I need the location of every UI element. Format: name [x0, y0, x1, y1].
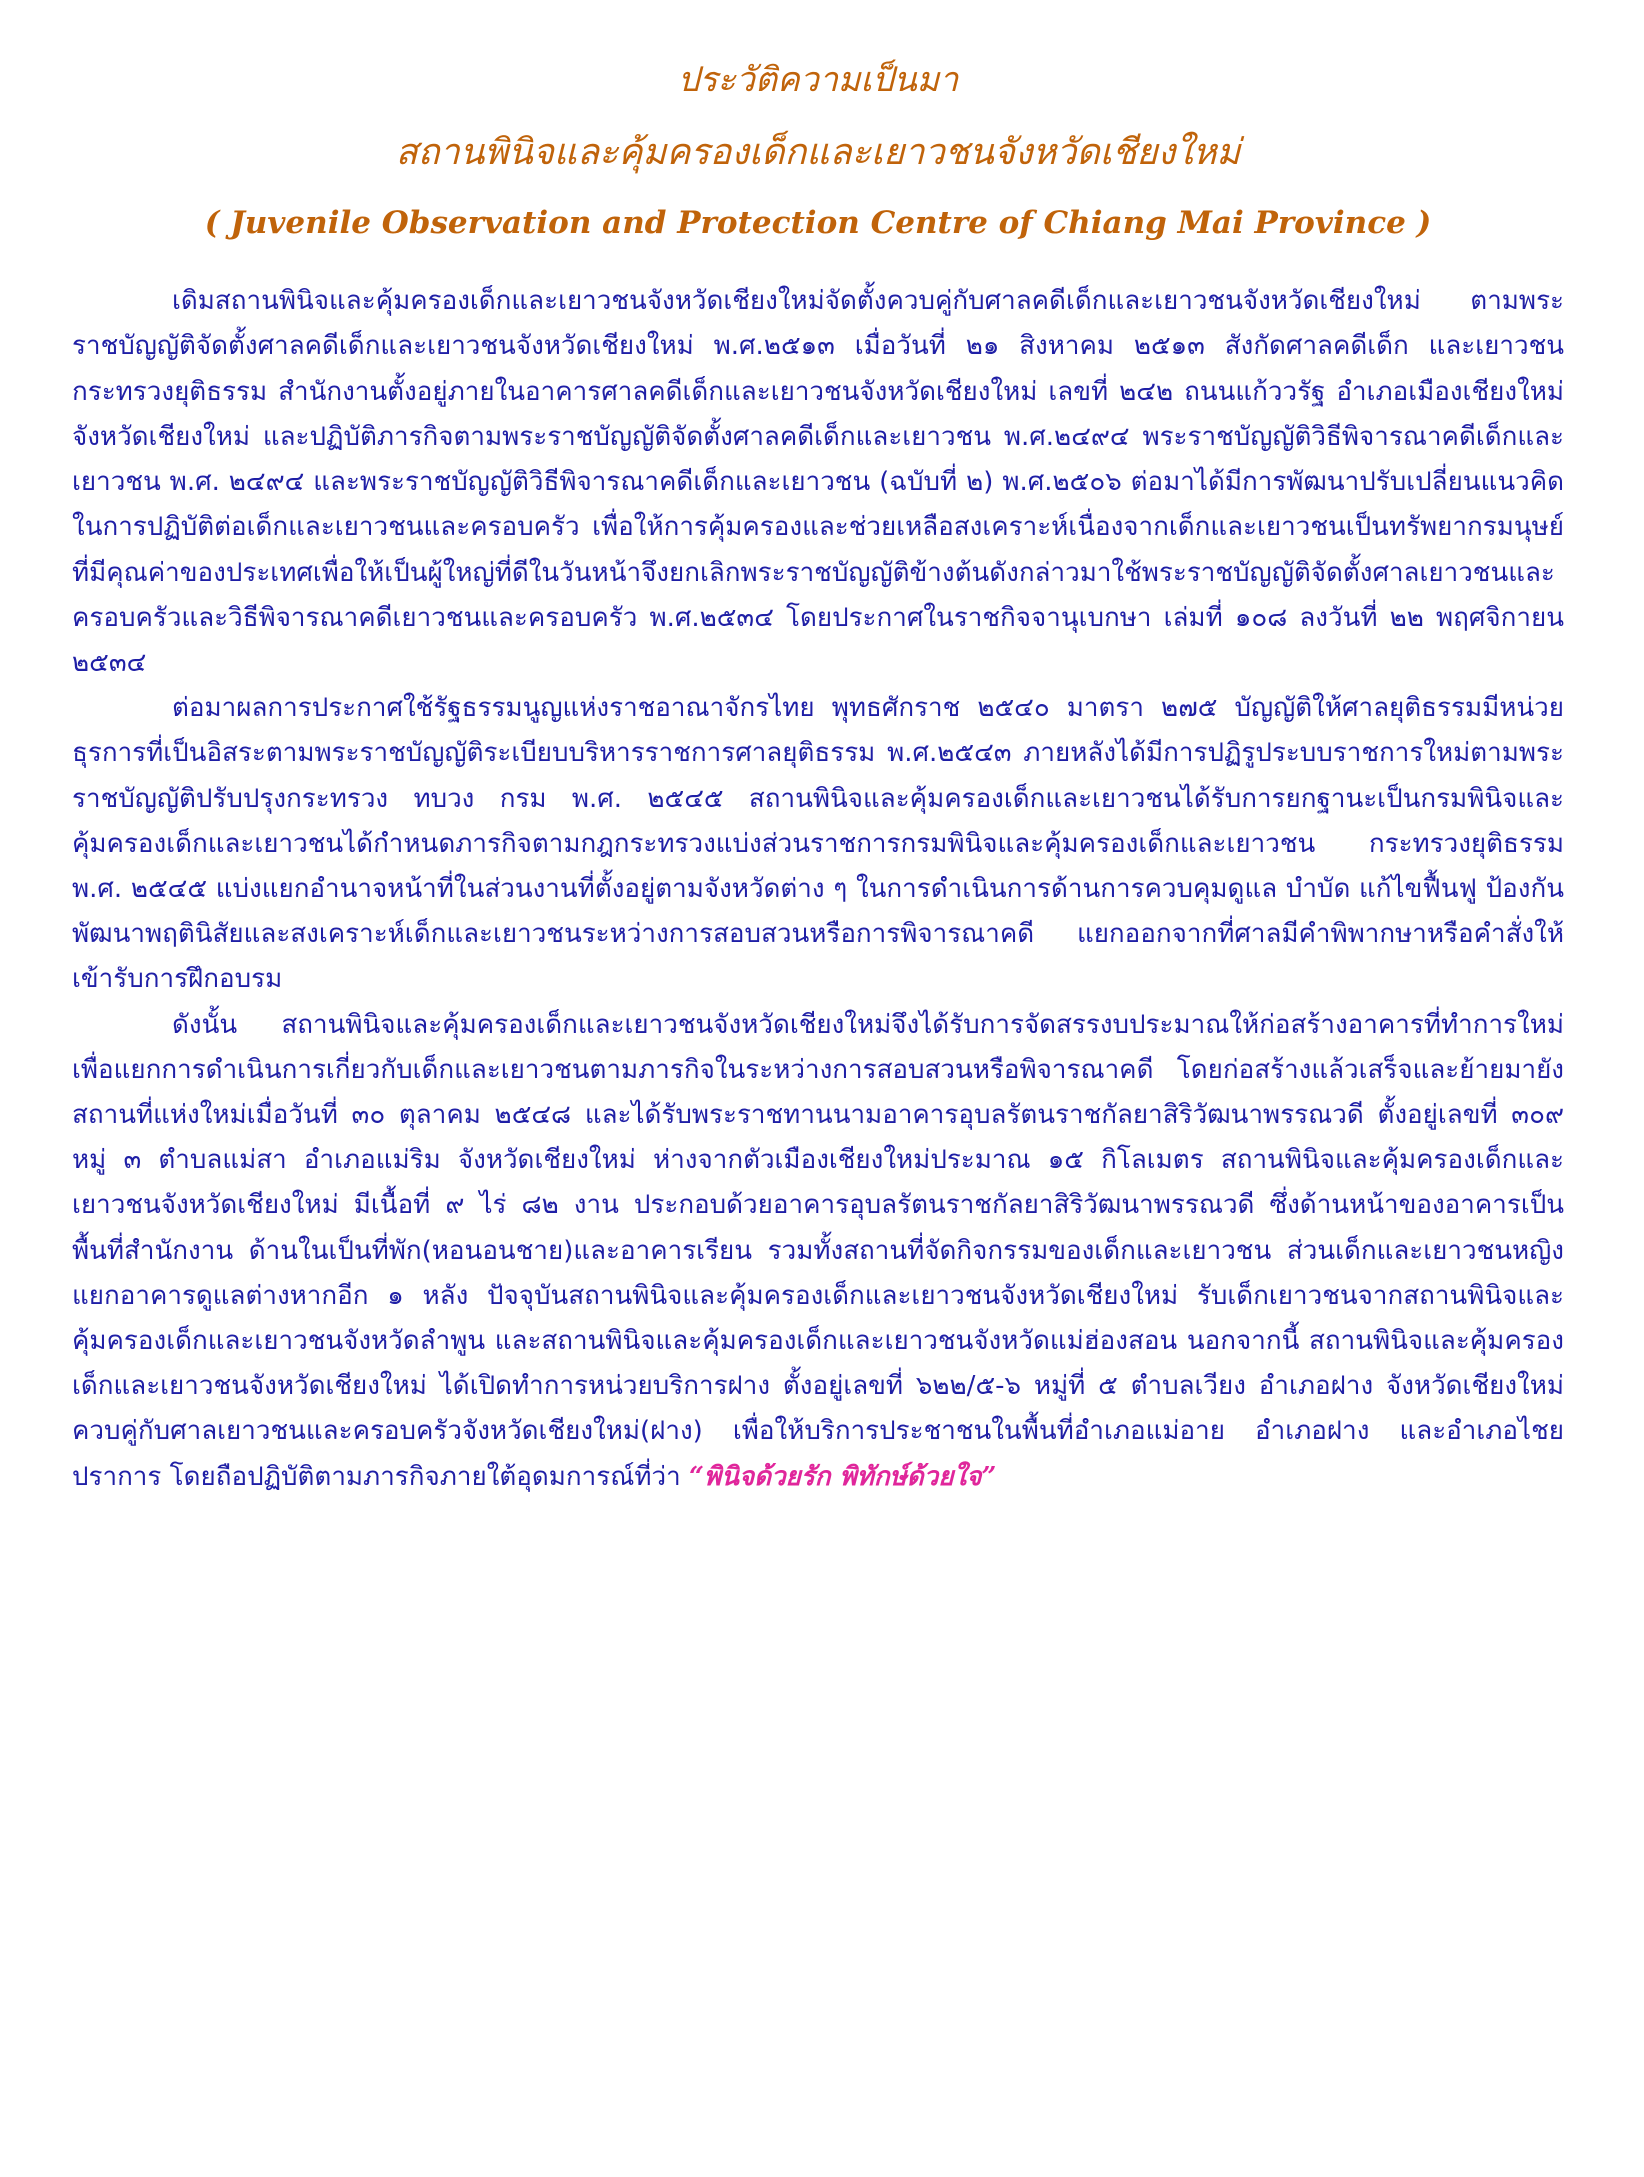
organization-name-english: ( Juvenile Observation and Protection Centre of Chiang Mai Province ) [204, 204, 1432, 241]
paragraph-2: ต่อมาผลการประกาศใช้รัฐธรรมนูญแห่งราชอาณาจักรไทย พุทธศักราช ๒๕๔๐ มาตรา ๒๗๕ บัญญัติให้ศาลยุติธรรมมีหน่วยธุรการที่เป็นอิสระตามพระราชบัญญัติระเบียบบริหารราชการศาลยุติธรรม พ.ศ.๒๕๔๓ ภายหลังได้มีการปฏิรูประบบราชการใหม่ตามพระราชบัญญัติปรับปรุงกระทรวง ทบวง กรม พ.ศ. ๒๕๔๕ สถานพินิจและคุ้มครองเด็กและเยาวชนได้รับการยกฐานะเป็นกรมพินิจและคุ้มครองเด็กและเยาวชนได้กำหนดภารกิจตามกฎกระทรวงแบ่งส่วนราชการกรมพินิจและคุ้มครองเด็กและเยาวชน กระทรวงยุติธรรม พ.ศ. ๒๕๔๕ แบ่งแยกอำนาจหน้าที่ในส่วนงานที่ตั้งอยู่ตามจังหวัดต่าง ๆ ในการดำเนินการด้านการควบคุมดูแล บำบัด แก้ไขฟื้นฟู ป้องกัน พัฒนาพฤตินิสัยและสงเคราะห์เด็กและเยาวชนระหว่างการสอบสวนหรือการพิจารณาคดี แยกออกจากที่ศาลมีคำพิพากษาหรือคำสั่งให้เข้ารับการฝึกอบรม [72, 693, 1564, 995]
paragraph-3 [72, 1003, 1564, 1500]
paragraph-1: เดิมสถานพินิจและคุ้มครองเด็กและเยาวชนจังหวัดเชียงใหม่จัดตั้งควบคู่กับศาลคดีเด็กและเยาวชนจังหวัดเชียงใหม่ ตามพระราชบัญญัติจัดตั้งศาลคดีเด็กและเยาวชนจังหวัดเชียงใหม่ พ.ศ.๒๕๑๓ เมื่อวันที่ ๒๑ สิงหาคม ๒๕๑๓ สังกัดศาลคดีเด็ก และเยาวชน กระทรวงยุติธรรม สำนักงานตั้งอยู่ภายในอาคารศาลคดีเด็กและเยาวชนจังหวัดเชียงใหม่ เลขที่ ๒๔๒ ถนนแก้ววรัฐ อำเภอเมืองเชียงใหม่ จังหวัดเชียงใหม่ และปฏิบัติภารกิจตามพระราชบัญญัติจัดตั้งศาลคดีเด็กและเยาวชน พ.ศ.๒๔๙๔ พระราชบัญญัติวิธีพิจารณาคดีเด็กและเยาวชน พ.ศ. ๒๔๙๔ และพระราชบัญญัติวิธีพิจารณาคดีเด็กและเยาวชน (ฉบับที่ ๒) พ.ศ.๒๕๐๖ ต่อมาได้มีการพัฒนาปรับเปลี่ยนแนวคิดในการปฏิบัติต่อเด็กและเยาวชนและครอบครัว เพื่อให้การคุ้มครองและช่วยเหลือสงเคราะห์เนื่องจากเด็กและเยาวชนเป็นทรัพยากรมนุษย์ที่มีคุณค่าของประเทศเพื่อให้เป็นผู้ใหญ่ที่ดีในวันหน้าจึงยกเลิกพระราชบัญญัติข้างต้นดังกล่าวมาใช้พระราชบัญญัติจัดตั้งศาลเยาวชนและครอบครัวและวิธีพิจารณาคดีเยาวชนและครอบครัว พ.ศ.๒๕๓๔ โดยประกาศในราชกิจจานุเบกษา เล่มที่ ๑๐๘ ลงวันที่ ๒๒ พฤศจิกายน ๒๕๓๔ [72, 286, 1564, 678]
paragraph-3-text: ดังนั้น สถานพินิจและคุ้มครองเด็กและเยาวชนจังหวัดเชียงใหม่จึงได้รับการจัดสรรงบประมาณให้ก่อสร้างอาคารที่ทำการใหม่ เพื่อแยกการดำเนินการเกี่ยวกับเด็กและเยาวชนตามภารกิจในระหว่างการสอบสวนหรือพิจารณาคดี โดยก่อสร้างแล้วเสร็จและย้ายมายังสถานที่แห่งใหม่เมื่อวันที่ ๓๐ ตุลาคม ๒๕๔๘ และได้รับพระราชทานนามอาคารอุบลรัตนราชกัลยาสิริวัฒนาพรรณวดี ตั้งอยู่เลขที่ ๓๐๙ หมู่ ๓ ตำบลแม่สา อำเภอแม่ริม จังหวัดเชียงใหม่ ห่างจากตัวเมืองเชียงใหม่ประมาณ ๑๕ กิโลเมตร สถานพินิจและคุ้มครองเด็กและเยาวชนจังหวัดเชียงใหม่ มีเนื้อที่ ๙ ไร่ ๘๒ งาน ประกอบด้วยอาคารอุบลรัตนราชกัลยาสิริวัฒนาพรรณวดี ซึ่งด้านหน้าของอาคารเป็นพื้นที่สำนักงาน ด้านในเป็นที่พัก(หอนอนชาย)และอาคารเรียน รวมทั้งสถานที่จัดกิจกรรมของเด็กและเยาวชน ส่วนเด็กและเยาวชนหญิงแยกอาคารดูแลต่างหากอีก ๑ หลัง ปัจจุบันสถานพินิจและคุ้มครองเด็กและเยาวชนจังหวัดเชียงใหม่ รับเด็กเยาวชนจากสถานพินิจและคุ้มครองเด็กและเยาวชนจังหวัดลำพูน และสถานพินิจและคุ้มครองเด็กและเยาวชนจังหวัดแม่ฮ่องสอน นอกจากนี้ สถานพินิจและคุ้มครองเด็กและเยาวชนจังหวัดเชียงใหม่ ได้เปิดทำการหน่วยบริการฝาง ตั้งอยู่เลขที่ ๖๒๒/๕-๖ หมู่ที่ ๕ ตำบลเวียง อำเภอฝาง จังหวัดเชียงใหม่ ควบคู่กับศาลเยาวชนและครอบครัวจังหวัดเชียงใหม่(ฝาง) เพื่อให้บริการประชาชนในพื้นที่อำเภอแม่อาย อำเภอฝาง และอำเภอไชยปราการ โดยถือปฏิบัติตามภารกิจภายใต้อุดมการณ์ที่ว่า [72, 1009, 1564, 1492]
document-header [72, 58, 1564, 243]
document-body [72, 279, 1564, 1499]
motto: “พินิจด้วยรัก พิทักษ์ด้วยใจ” [688, 1461, 997, 1492]
page-title: ประวัติความเป็นมา [677, 60, 959, 100]
organization-name-thai: สถานพินิจและคุ้มครองเด็กและเยาวชนจังหวัดเชียงใหม่ [395, 132, 1241, 174]
